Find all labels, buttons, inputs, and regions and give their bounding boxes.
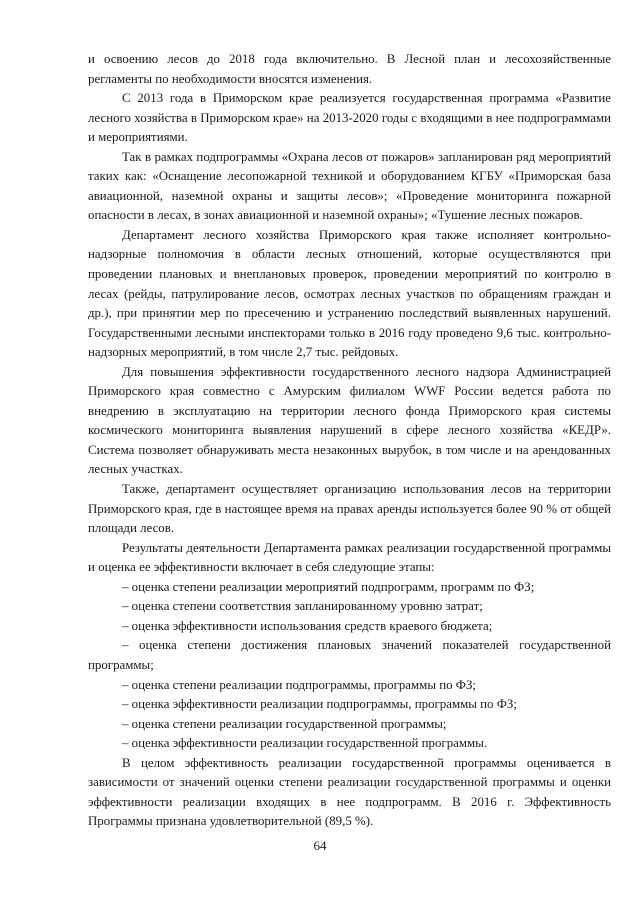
- list-item: – оценка степени реализации мероприятий подпрограмм, программ по ФЗ;: [122, 579, 535, 594]
- paragraph-evaluation-stages: Результаты деятельности Департамента рамках реализации государственной программы и оценка ее эффективности включает в себя следующие этапы:: [88, 540, 611, 575]
- list-item: – оценка степени реализации государственной программы;: [122, 716, 447, 731]
- paragraph-fire-protection: Так в рамках подпрограммы «Охрана лесов от пожаров» запланирован ряд мероприятий таких как: «Оснащение лесопожарной техникой и оборудованием КГБУ «Приморская база авиационной, наземной охраны и защиты лесов»; «Проведение мониторинга пожарной опасности в лесах, в зонах авиационной и наземной охраны»; «Тушение лесных пожаров.: [88, 149, 611, 223]
- paragraph-forest-use: Также, департамент осуществляет организацию использования лесов на территории Приморского края, где в настоящее время на правах аренды используется более 90 % от общей площади лесов.: [88, 482, 611, 536]
- list-item: – оценка степени реализации подпрограммы, программы по ФЗ;: [122, 677, 477, 692]
- list-item: – оценка эффективности использования средств краевого бюджета;: [122, 618, 493, 633]
- list-item: – оценка степени достижения плановых значений показателей государственной программы;: [88, 638, 611, 672]
- page-number: 64: [313, 838, 327, 853]
- paragraph-control-supervision: Департамент лесного хозяйства Приморского края также исполняет контрольно-надзорные полномочия в области лесных отношений, которые осуществляются при проведении плановых и внеплановых проверок, проведении мероприятий по контролю в лесах (рейды, патрулирование лесов, осмотрах лесных участков по обращениям граждан и др.), при принятии мер по пресечению и устранению последствий выявленных нарушений. Государственными лесными инспекторами только в 2016 году проведено 9,6 тыс. контрольно-надзорных мероприятий, в том числе 2,7 тыс. рейдовых.: [88, 227, 611, 360]
- paragraph-conclusion: В целом эффективность реализации государственной программы оценивается в зависимости от значений оценки степени реализации государственной программы и оценки эффективности реализации входящих в нее подпрограмм. В 2016 г. Эффективность Программы признана удовлетворительной (89,5 %).: [88, 755, 611, 829]
- paragraph-kedr-monitoring: Для повышения эффективности государственного лесного надзора Администрацией Приморского края совместно с Амурским филиалом WWF России ведется работа по внедрению в эксплуатацию на территории лесного фонда Приморского края системы космического мониторинга выявления нарушений в сфере лесного хозяйства «КЕДР». Система позволяет обнаруживать места незаконных вырубок, в том числе и на арендованных лесных участках.: [88, 364, 611, 477]
- paragraph-state-program: С 2013 года в Приморском крае реализуется государственная программа «Развитие лесного хозяйства в Приморском крае» на 2013-2020 годы с входящими в нее подпрограммами и мероприятиями.: [88, 91, 611, 145]
- list-item: – оценка эффективности реализации государственной программы.: [122, 736, 488, 751]
- document-page: [88, 50, 611, 832]
- list-item: – оценка степени соответствия запланированному уровню затрат;: [122, 599, 483, 614]
- list-item: – оценка эффективности реализации подпрограммы, программы по ФЗ;: [122, 697, 517, 712]
- paragraph-continuation: и освоению лесов до 2018 года включительно. В Лесной план и лесохозяйственные регламенты по необходимости вносятся изменения.: [88, 52, 611, 86]
